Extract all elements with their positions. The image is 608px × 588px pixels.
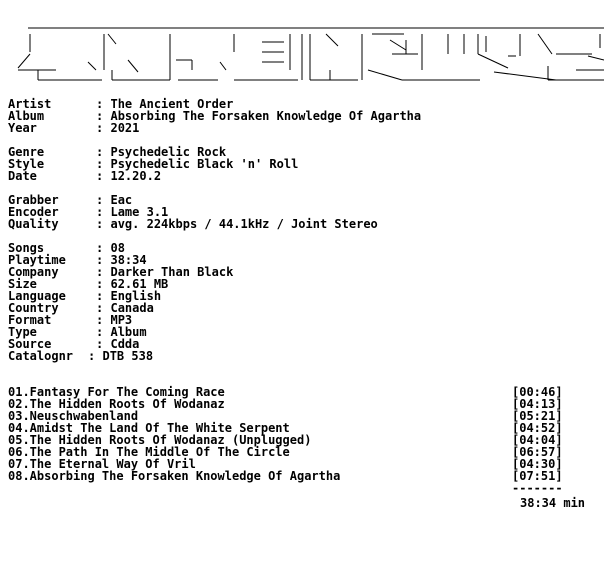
info-value: Cdda: [110, 337, 140, 351]
info-separator: :: [96, 253, 104, 267]
nfo-document: [8, 0, 604, 509]
track-duration: [06:57]: [512, 445, 563, 459]
info-key: Artist: [8, 97, 52, 111]
separator-rule: -------: [512, 481, 563, 495]
info-key: Songs: [8, 241, 45, 255]
track-title: 05.The Hidden Roots Of Wodanaz (Unplugged): [8, 433, 312, 447]
info-value: DTB 538: [102, 349, 154, 363]
info-separator: :: [96, 205, 104, 219]
info-row: [8, 218, 604, 230]
info-separator: :: [96, 193, 104, 207]
track-duration: [00:46]: [512, 385, 563, 399]
track-duration: [04:04]: [512, 433, 563, 447]
track-duration: [04:30]: [512, 457, 563, 471]
track-title: 06.The Path In The Middle Of The Circle: [8, 445, 290, 459]
total-playtime: [8, 497, 604, 509]
info-separator: :: [96, 157, 104, 171]
info-separator: :: [96, 169, 104, 183]
info-key: Language: [8, 289, 66, 303]
track-duration: [04:13]: [512, 397, 563, 411]
info-separator: :: [96, 97, 104, 111]
info-value: 2021: [110, 121, 140, 135]
ascii-logo-graphic: [8, 0, 604, 96]
info-row: [8, 170, 604, 182]
info-separator: :: [96, 301, 104, 315]
info-value: Album: [110, 325, 147, 339]
info-value: 08: [110, 241, 125, 255]
tracklist: [8, 386, 604, 509]
info-group-encoding: [8, 194, 604, 230]
info-value: Psychedelic Black 'n' Roll: [110, 157, 299, 171]
info-key: Size: [8, 277, 37, 291]
info-value: Lame 3.1: [110, 205, 169, 219]
info-separator: :: [96, 289, 104, 303]
total-separator: [8, 482, 604, 494]
track-title: 07.The Eternal Way Of Vril: [8, 457, 196, 471]
info-key: Year: [8, 121, 37, 135]
info-value: avg. 224kbps / 44.1kHz / Joint Stereo: [110, 217, 378, 231]
info-key: Style: [8, 157, 45, 171]
total-playtime-value: 38:34 min: [520, 496, 586, 510]
info-key: Quality: [8, 217, 59, 231]
info-value: 62.61 MB: [110, 277, 169, 291]
info-value: 38:34: [110, 253, 147, 267]
ascii-art-banner: [8, 0, 604, 98]
info-separator: :: [96, 265, 104, 279]
info-separator: :: [96, 241, 104, 255]
info-separator: :: [96, 109, 104, 123]
info-value: Eac: [110, 193, 133, 207]
info-key: Type: [8, 325, 37, 339]
info-separator: :: [88, 349, 96, 363]
info-key: Format: [8, 313, 52, 327]
info-row: [8, 122, 604, 134]
info-key: Genre: [8, 145, 45, 159]
info-key: Catalognr: [8, 349, 74, 363]
info-key: Source: [8, 337, 52, 351]
info-group-details: [8, 242, 604, 362]
info-separator: :: [96, 145, 104, 159]
info-key: Grabber: [8, 193, 59, 207]
info-separator: :: [96, 313, 104, 327]
info-separator: :: [96, 325, 104, 339]
track-duration: [07:51]: [512, 469, 563, 483]
track-title: 02.The Hidden Roots Of Wodanaz: [8, 397, 225, 411]
track-duration: [05:21]: [512, 409, 563, 423]
track-title: 03.Neuschwabenland: [8, 409, 139, 423]
info-separator: :: [96, 121, 104, 135]
info-separator: :: [96, 337, 104, 351]
info-value: MP3: [110, 313, 133, 327]
info-value: English: [110, 289, 162, 303]
info-key: Playtime: [8, 253, 66, 267]
info-value: Psychedelic Rock: [110, 145, 227, 159]
info-value: The Ancient Order: [110, 97, 234, 111]
info-group-genre: [8, 146, 604, 182]
info-value: Canada: [110, 301, 154, 315]
track-title: 01.Fantasy For The Coming Race: [8, 385, 225, 399]
info-value: 12.20.2: [110, 169, 162, 183]
info-row: [8, 350, 604, 362]
info-key: Country: [8, 301, 59, 315]
info-separator: :: [96, 277, 104, 291]
info-key: Encoder: [8, 205, 59, 219]
track-title: 04.Amidst The Land Of The White Serpent: [8, 421, 290, 435]
track-duration: [04:52]: [512, 421, 563, 435]
info-value: Absorbing The Forsaken Knowledge Of Agartha: [110, 109, 422, 123]
info-value: Darker Than Black: [110, 265, 234, 279]
info-key: Date: [8, 169, 37, 183]
info-separator: :: [96, 217, 104, 231]
info-group-release: [8, 98, 604, 134]
info-key: Company: [8, 265, 59, 279]
track-title: 08.Absorbing The Forsaken Knowledge Of Agartha: [8, 469, 341, 483]
info-key: Album: [8, 109, 45, 123]
